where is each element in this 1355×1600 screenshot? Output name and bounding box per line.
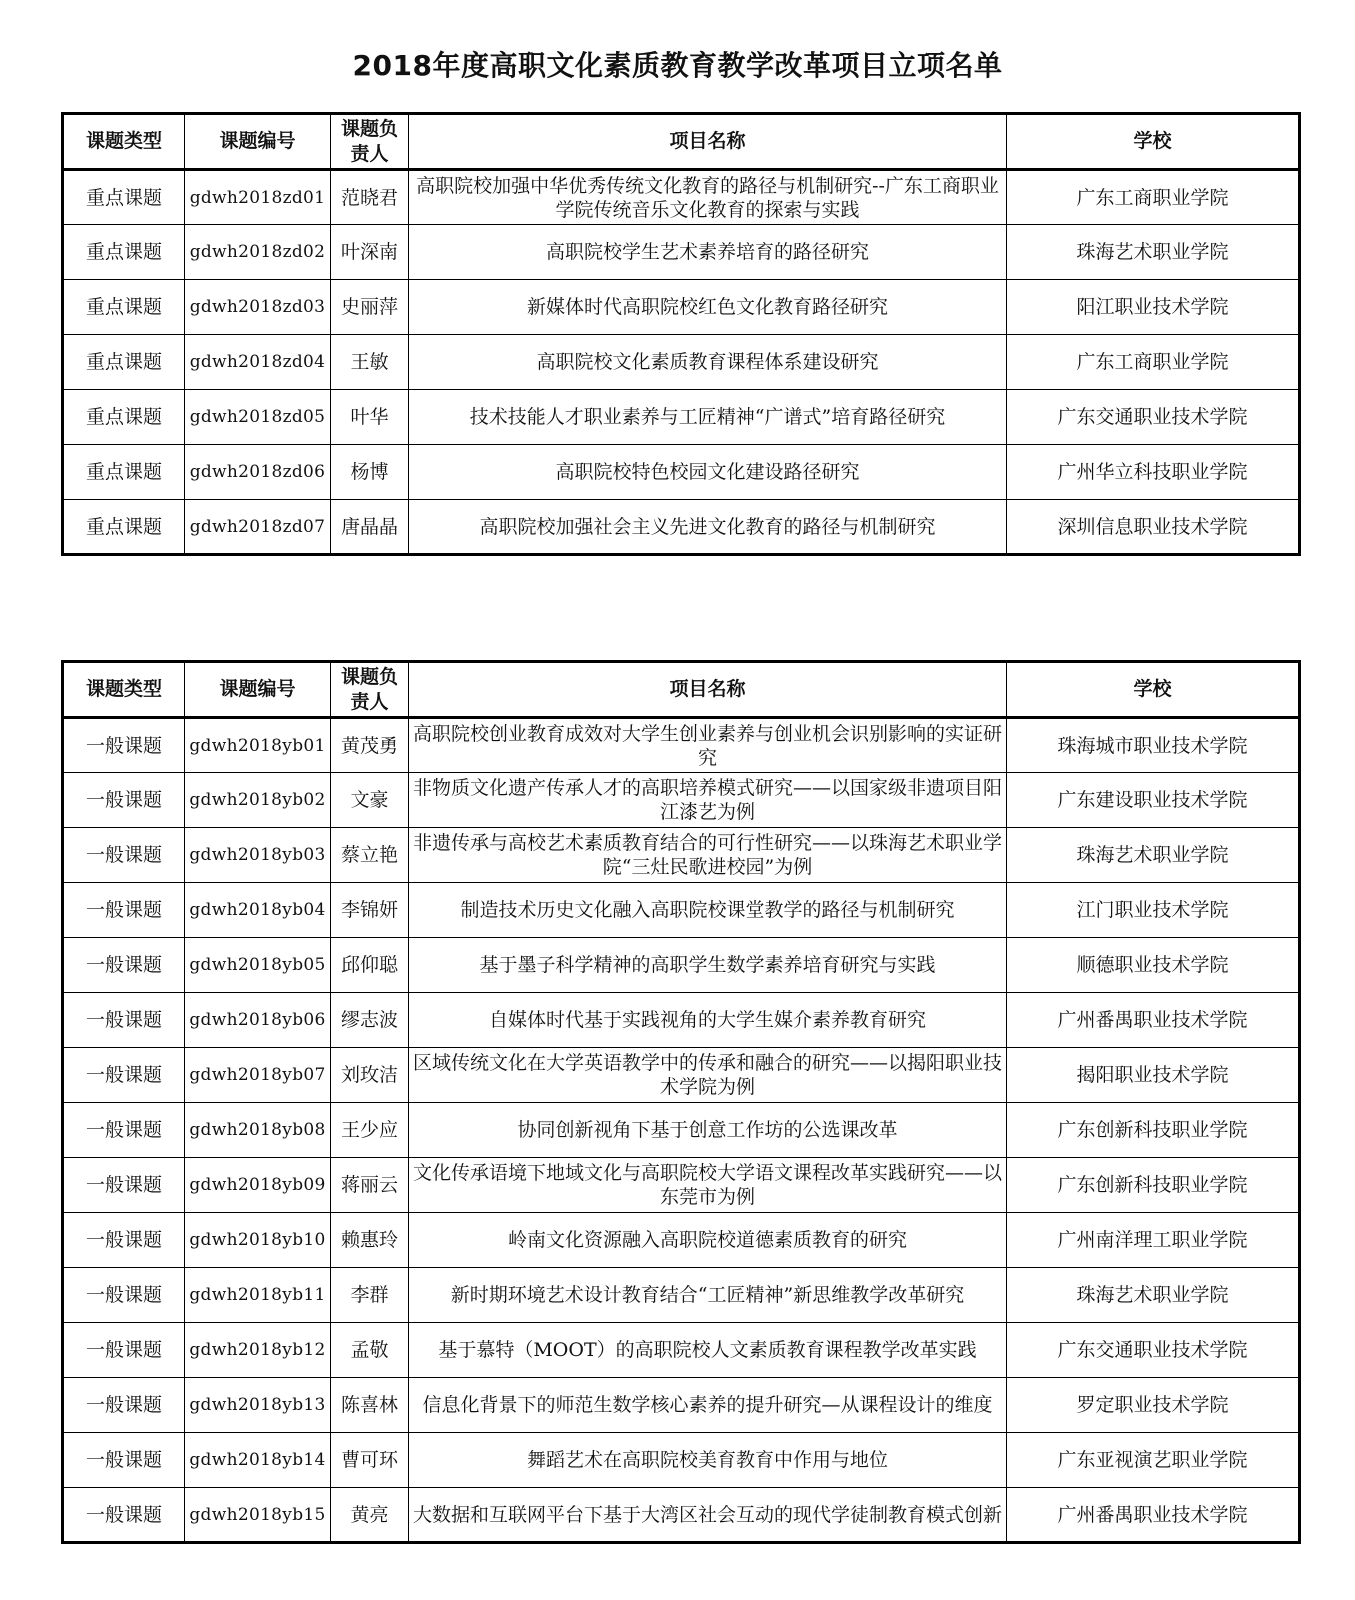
- table-row: [63, 1268, 1300, 1323]
- cell-leader: 李锦妍: [331, 883, 409, 938]
- cell-code: gdwh2018zd04: [185, 335, 331, 390]
- table-row: [63, 390, 1300, 445]
- table-row: [63, 1048, 1300, 1103]
- cell-leader: 黄亮: [331, 1488, 409, 1543]
- cell-type: 重点课题: [63, 500, 185, 555]
- cell-type: 重点课题: [63, 335, 185, 390]
- cell-type: 一般课题: [63, 1213, 185, 1268]
- cell-code: gdwh2018zd06: [185, 445, 331, 500]
- cell-school: 广州南洋理工职业学院: [1007, 1213, 1300, 1268]
- header-code: 课题编号: [185, 662, 331, 718]
- cell-code: gdwh2018yb09: [185, 1158, 331, 1213]
- cell-code: gdwh2018yb08: [185, 1103, 331, 1158]
- cell-type: 一般课题: [63, 1378, 185, 1433]
- cell-project-name: 技术技能人才职业素养与工匠精神“广谱式”培育路径研究: [409, 390, 1007, 445]
- cell-leader: 唐晶晶: [331, 500, 409, 555]
- cell-code: gdwh2018yb15: [185, 1488, 331, 1543]
- table-row: [63, 500, 1300, 555]
- cell-school: 珠海艺术职业学院: [1007, 1268, 1300, 1323]
- table-row: [63, 170, 1300, 225]
- table-row: [63, 718, 1300, 773]
- cell-project-name: 新媒体时代高职院校红色文化教育路径研究: [409, 280, 1007, 335]
- cell-project-name: 高职院校学生艺术素养培育的路径研究: [409, 225, 1007, 280]
- cell-leader: 刘玫洁: [331, 1048, 409, 1103]
- table-row: [63, 828, 1300, 883]
- cell-project-name: 基于墨子科学精神的高职学生数学素养培育研究与实践: [409, 938, 1007, 993]
- cell-code: gdwh2018zd01: [185, 170, 331, 225]
- cell-leader: 缪志波: [331, 993, 409, 1048]
- cell-leader: 文豪: [331, 773, 409, 828]
- cell-project-name: 岭南文化资源融入高职院校道德素质教育的研究: [409, 1213, 1007, 1268]
- cell-leader: 叶深南: [331, 225, 409, 280]
- cell-leader: 黄茂勇: [331, 718, 409, 773]
- key-projects-table: [61, 112, 1301, 556]
- cell-project-name: 非遗传承与高校艺术素质教育结合的可行性研究——以珠海艺术职业学院“三灶民歌进校园”为例: [409, 828, 1007, 883]
- cell-type: 一般课题: [63, 828, 185, 883]
- cell-project-name: 制造技术历史文化融入高职院校课堂教学的路径与机制研究: [409, 883, 1007, 938]
- table-row: [63, 773, 1300, 828]
- cell-project-name: 高职院校特色校园文化建设路径研究: [409, 445, 1007, 500]
- cell-project-name: 高职院校加强社会主义先进文化教育的路径与机制研究: [409, 500, 1007, 555]
- cell-code: gdwh2018yb01: [185, 718, 331, 773]
- cell-school: 顺德职业技术学院: [1007, 938, 1300, 993]
- cell-school: 阳江职业技术学院: [1007, 280, 1300, 335]
- cell-type: 一般课题: [63, 1103, 185, 1158]
- cell-leader: 赖惠玲: [331, 1213, 409, 1268]
- table-row: [63, 1103, 1300, 1158]
- header-leader: 课题负责人: [331, 662, 409, 718]
- cell-type: 一般课题: [63, 718, 185, 773]
- table-row: [63, 1323, 1300, 1378]
- cell-school: 广东建设职业技术学院: [1007, 773, 1300, 828]
- cell-project-name: 信息化背景下的师范生数学核心素养的提升研究—从课程设计的维度: [409, 1378, 1007, 1433]
- cell-leader: 陈喜林: [331, 1378, 409, 1433]
- cell-type: 重点课题: [63, 445, 185, 500]
- header-project-name: 项目名称: [409, 662, 1007, 718]
- cell-project-name: 基于慕特（MOOT）的高职院校人文素质教育课程教学改革实践: [409, 1323, 1007, 1378]
- cell-code: gdwh2018zd02: [185, 225, 331, 280]
- cell-type: 重点课题: [63, 390, 185, 445]
- cell-school: 广东创新科技职业学院: [1007, 1103, 1300, 1158]
- cell-leader: 叶华: [331, 390, 409, 445]
- cell-type: 一般课题: [63, 1158, 185, 1213]
- cell-type: 一般课题: [63, 993, 185, 1048]
- general-projects-body: [63, 718, 1300, 1543]
- cell-school: 江门职业技术学院: [1007, 883, 1300, 938]
- cell-project-name: 协同创新视角下基于创意工作坊的公选课改革: [409, 1103, 1007, 1158]
- cell-code: gdwh2018yb14: [185, 1433, 331, 1488]
- cell-school: 深圳信息职业技术学院: [1007, 500, 1300, 555]
- cell-code: gdwh2018yb04: [185, 883, 331, 938]
- table-row: [63, 445, 1300, 500]
- cell-leader: 王少应: [331, 1103, 409, 1158]
- key-projects-body: [63, 170, 1300, 555]
- cell-type: 重点课题: [63, 225, 185, 280]
- cell-leader: 王敏: [331, 335, 409, 390]
- cell-school: 广东工商职业学院: [1007, 335, 1300, 390]
- cell-code: gdwh2018zd05: [185, 390, 331, 445]
- table-row: [63, 883, 1300, 938]
- table-row: [63, 993, 1300, 1048]
- cell-school: 罗定职业技术学院: [1007, 1378, 1300, 1433]
- cell-code: gdwh2018yb11: [185, 1268, 331, 1323]
- cell-code: gdwh2018yb10: [185, 1213, 331, 1268]
- cell-code: gdwh2018yb02: [185, 773, 331, 828]
- cell-leader: 蔡立艳: [331, 828, 409, 883]
- header-school: 学校: [1007, 114, 1300, 170]
- cell-school: 广州番禺职业技术学院: [1007, 993, 1300, 1048]
- cell-code: gdwh2018yb03: [185, 828, 331, 883]
- cell-type: 重点课题: [63, 280, 185, 335]
- cell-school: 珠海艺术职业学院: [1007, 828, 1300, 883]
- header-code: 课题编号: [185, 114, 331, 170]
- cell-school: 广东工商职业学院: [1007, 170, 1300, 225]
- cell-code: gdwh2018yb13: [185, 1378, 331, 1433]
- cell-leader: 杨博: [331, 445, 409, 500]
- cell-leader: 蒋丽云: [331, 1158, 409, 1213]
- cell-leader: 李群: [331, 1268, 409, 1323]
- cell-project-name: 新时期环境艺术设计教育结合“工匠精神”新思维教学改革研究: [409, 1268, 1007, 1323]
- cell-school: 珠海城市职业技术学院: [1007, 718, 1300, 773]
- cell-school: 揭阳职业技术学院: [1007, 1048, 1300, 1103]
- cell-project-name: 文化传承语境下地域文化与高职院校大学语文课程改革实践研究——以东莞市为例: [409, 1158, 1007, 1213]
- table-row: [63, 280, 1300, 335]
- cell-type: 一般课题: [63, 1488, 185, 1543]
- cell-project-name: 高职院校文化素质教育课程体系建设研究: [409, 335, 1007, 390]
- document-title: 2018年度高职文化素质教育教学改革项目立项名单: [352, 49, 1003, 82]
- cell-code: gdwh2018yb12: [185, 1323, 331, 1378]
- cell-project-name: 舞蹈艺术在高职院校美育教育中作用与地位: [409, 1433, 1007, 1488]
- header-school: 学校: [1007, 662, 1300, 718]
- cell-project-name: 大数据和互联网平台下基于大湾区社会互动的现代学徒制教育模式创新: [409, 1488, 1007, 1543]
- cell-code: gdwh2018yb05: [185, 938, 331, 993]
- header-project-name: 项目名称: [409, 114, 1007, 170]
- cell-code: gdwh2018zd07: [185, 500, 331, 555]
- header-leader: 课题负责人: [331, 114, 409, 170]
- cell-leader: 史丽萍: [331, 280, 409, 335]
- cell-project-name: 高职院校加强中华优秀传统文化教育的路径与机制研究--广东工商职业学院传统音乐文化教育的探索与实践: [409, 170, 1007, 225]
- table-row: [63, 1378, 1300, 1433]
- cell-code: gdwh2018yb06: [185, 993, 331, 1048]
- cell-type: 一般课题: [63, 1048, 185, 1103]
- cell-type: 一般课题: [63, 1323, 185, 1378]
- cell-type: 一般课题: [63, 773, 185, 828]
- header-type: 课题类型: [63, 114, 185, 170]
- table-row: [63, 225, 1300, 280]
- general-projects-table: [61, 660, 1301, 1544]
- cell-school: 广东交通职业技术学院: [1007, 1323, 1300, 1378]
- cell-code: gdwh2018zd03: [185, 280, 331, 335]
- cell-type: 一般课题: [63, 1433, 185, 1488]
- cell-type: 一般课题: [63, 1268, 185, 1323]
- cell-leader: 孟敬: [331, 1323, 409, 1378]
- cell-project-name: 高职院校创业教育成效对大学生创业素养与创业机会识别影响的实证研究: [409, 718, 1007, 773]
- cell-school: 广州番禺职业技术学院: [1007, 1488, 1300, 1543]
- cell-leader: 范晓君: [331, 170, 409, 225]
- cell-project-name: 区域传统文化在大学英语教学中的传承和融合的研究——以揭阳职业技术学院为例: [409, 1048, 1007, 1103]
- table-row: [63, 938, 1300, 993]
- cell-school: 广州华立科技职业学院: [1007, 445, 1300, 500]
- header-row: [63, 662, 1300, 718]
- table-row: [63, 1433, 1300, 1488]
- table-row: [63, 1158, 1300, 1213]
- header-type: 课题类型: [63, 662, 185, 718]
- table-row: [63, 1488, 1300, 1543]
- cell-school: 广东交通职业技术学院: [1007, 390, 1300, 445]
- table-row: [63, 335, 1300, 390]
- cell-leader: 曹可环: [331, 1433, 409, 1488]
- table-row: [63, 1213, 1300, 1268]
- cell-project-name: 非物质文化遗产传承人才的高职培养模式研究——以国家级非遗项目阳江漆艺为例: [409, 773, 1007, 828]
- header-row: [63, 114, 1300, 170]
- cell-school: 广东创新科技职业学院: [1007, 1158, 1300, 1213]
- cell-code: gdwh2018yb07: [185, 1048, 331, 1103]
- cell-type: 一般课题: [63, 938, 185, 993]
- cell-school: 珠海艺术职业学院: [1007, 225, 1300, 280]
- cell-type: 重点课题: [63, 170, 185, 225]
- cell-school: 广东亚视演艺职业学院: [1007, 1433, 1300, 1488]
- cell-type: 一般课题: [63, 883, 185, 938]
- cell-leader: 邱仰聪: [331, 938, 409, 993]
- cell-project-name: 自媒体时代基于实践视角的大学生媒介素养教育研究: [409, 993, 1007, 1048]
